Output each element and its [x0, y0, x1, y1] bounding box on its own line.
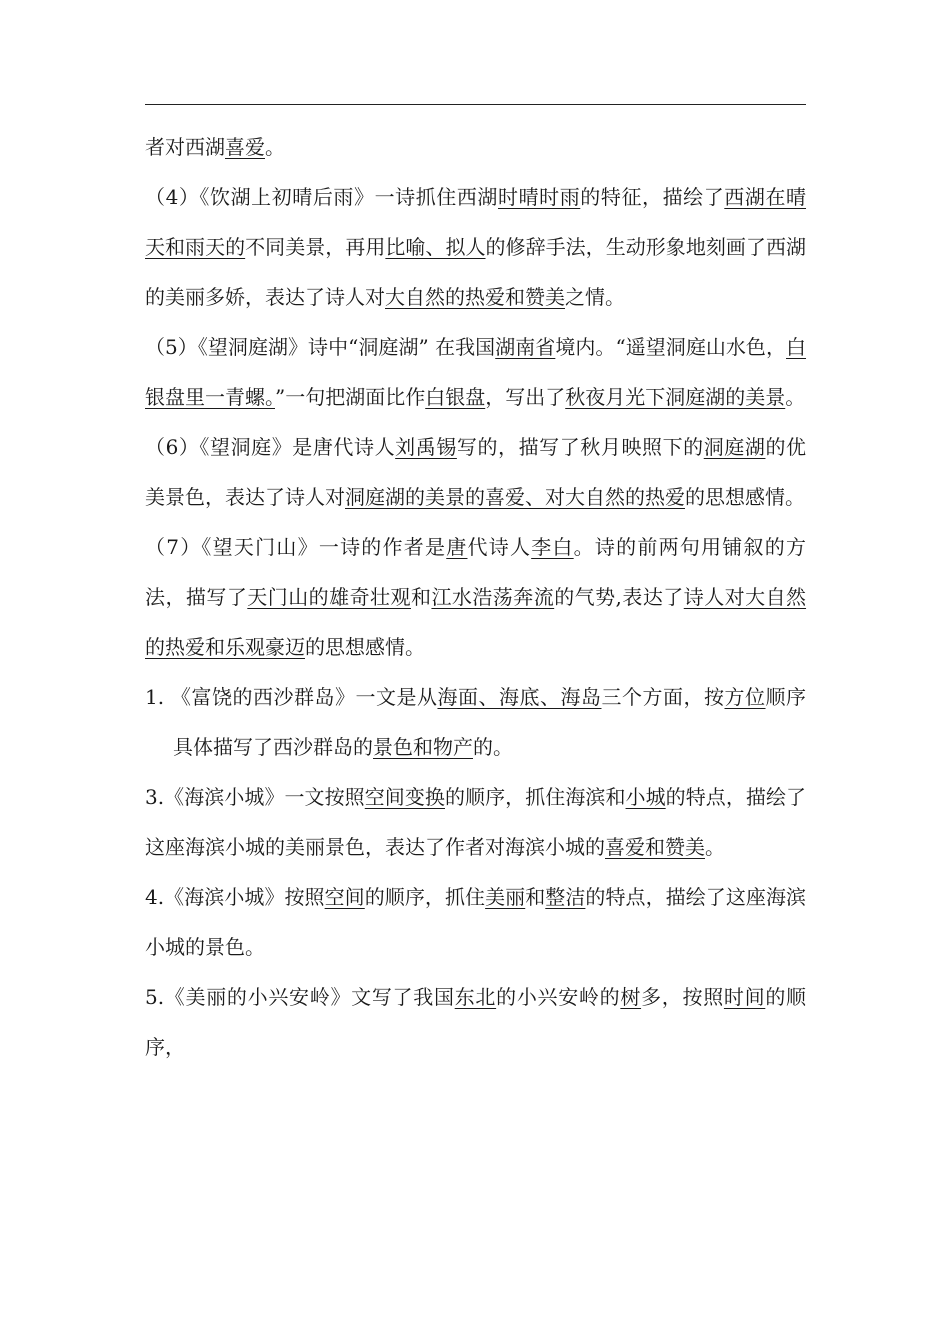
text-segment: 的优美景色，表达了诗人对 — [145, 435, 807, 509]
underlined-answer: 唐 — [446, 535, 468, 559]
underlined-answer: 空间 — [324, 885, 365, 909]
underlined-answer: 树 — [620, 985, 642, 1009]
text-segment: 写的，描写了秋月映照下的 — [456, 435, 704, 459]
text-segment: 和 — [410, 585, 432, 609]
text-segment: 。 — [265, 135, 285, 159]
underlined-answer: 白银盘 — [425, 385, 486, 409]
underlined-answer: 时晴时雨 — [498, 185, 581, 209]
paragraph-yin-hu-shang — [145, 172, 806, 322]
underlined-answer: 比喻、拟人 — [385, 235, 486, 259]
underlined-answer: 大自然的热爱和赞美 — [385, 285, 565, 309]
text-segment: 之情。 — [565, 285, 625, 309]
text-segment: 的修辞手法，生动形象地刻画了西湖的美丽多娇，表达了诗人对 — [145, 235, 806, 309]
text-segment: 境内。“遥望洞庭山水色， — [555, 335, 787, 359]
text-segment: 3.《海滨小城》一文按照 — [145, 785, 365, 809]
text-segment: （6）《望洞庭》是唐代诗人 — [145, 435, 396, 459]
underlined-answer: 江水浩荡奔流 — [431, 585, 555, 609]
text-segment: 的小兴安岭的 — [496, 985, 621, 1009]
text-segment: （4）《饮湖上初晴后雨》一诗抓住西湖 — [145, 185, 498, 209]
text-segment: 的顺序， — [145, 985, 807, 1059]
text-segment: 和 — [525, 885, 546, 909]
underlined-answer: 喜爱和赞美 — [605, 835, 705, 859]
text-segment: 1. 《富饶的西沙群岛》一文是从 — [145, 685, 438, 709]
underlined-answer: 海面、海底、海岛 — [437, 685, 602, 709]
underlined-answer: 洞庭湖的美景的喜爱、对大自然的热爱 — [345, 485, 685, 509]
text-segment: 的特征，描绘了 — [580, 185, 725, 209]
underlined-answer: 李白 — [531, 535, 574, 559]
paragraph-wang-dongting — [145, 422, 806, 522]
underlined-answer: 诗人对大自然的热爱和乐观豪迈 — [145, 585, 807, 659]
header-rule — [145, 104, 806, 105]
text-segment: 5.《美丽的小兴安岭》文写了我国 — [145, 985, 455, 1009]
paragraph-xisha-islands — [145, 672, 806, 772]
paragraph-xiaoxinganling — [145, 972, 806, 1072]
text-segment: 的。 — [473, 735, 513, 759]
underlined-answer: 空间变换 — [364, 785, 445, 809]
text-segment: 的顺序，抓住 — [364, 885, 486, 909]
text-segment: 。 — [785, 385, 806, 409]
text-segment: 的思想感情。 — [685, 485, 805, 509]
underlined-answer: 秋夜月光下洞庭湖的美景 — [565, 385, 786, 409]
underlined-answer: 美丽 — [485, 885, 526, 909]
underlined-answer: 东北 — [454, 985, 497, 1009]
paragraph-wang-tianmen-shan — [145, 522, 806, 672]
text-segment: 顺序具体描写了西沙群岛的 — [173, 685, 807, 759]
text-segment: 的气势,表达了 — [554, 585, 684, 609]
text-segment: 。 — [705, 835, 725, 859]
underlined-answer: 白银盘里一青螺。 — [145, 335, 807, 409]
text-segment: 三个方面，按 — [601, 685, 725, 709]
underlined-answer: 刘禹锡 — [395, 435, 457, 459]
text-segment: 代诗人 — [467, 535, 532, 559]
text-segment: 多，按照 — [641, 985, 724, 1009]
text-segment: （7）《望天门山》一诗的作者是 — [145, 535, 447, 559]
underlined-answer: 时间 — [723, 985, 766, 1009]
text-segment: 者对西湖 — [145, 135, 225, 159]
text-segment: 的特点，描绘了这座海滨小城的景色。 — [145, 885, 807, 959]
text-segment: 4.《海滨小城》按照 — [145, 885, 325, 909]
underlined-answer: 西湖在晴天和雨天的 — [145, 185, 807, 259]
text-segment: 。诗的前两句用铺叙的方法，描写了 — [145, 535, 806, 609]
underlined-answer: 景色和物产 — [373, 735, 473, 759]
text-segment: 的顺序，抓住海滨和 — [445, 785, 626, 809]
underlined-answer: 洞庭湖 — [703, 435, 766, 459]
underlined-answer: 方位 — [724, 685, 766, 709]
paragraph-continuation — [145, 122, 806, 172]
text-segment: 的思想感情。 — [305, 635, 425, 659]
underlined-answer: 天门山的雄奇壮观 — [247, 585, 411, 609]
underlined-answer: 湖南省 — [495, 335, 556, 359]
text-segment: 的特点，描绘了这座海滨小城的美丽景色，表达了作者对海滨小城的 — [145, 785, 807, 859]
paragraph-haibin-xiaocheng-2 — [145, 872, 806, 972]
paragraph-wang-dongting-hu — [145, 322, 806, 422]
document-body — [145, 122, 806, 1072]
underlined-answer: 喜爱 — [225, 135, 265, 159]
text-segment: ”一句把湖面比作 — [275, 385, 426, 409]
text-segment: ，写出了 — [485, 385, 566, 409]
underlined-answer: 小城 — [625, 785, 666, 809]
underlined-answer: 整洁 — [545, 885, 586, 909]
text-segment: （5）《望洞庭湖》诗中“洞庭湖” 在我国 — [145, 335, 496, 359]
text-segment: 不同美景，再用 — [245, 235, 386, 259]
paragraph-haibin-xiaocheng-1 — [145, 772, 806, 872]
